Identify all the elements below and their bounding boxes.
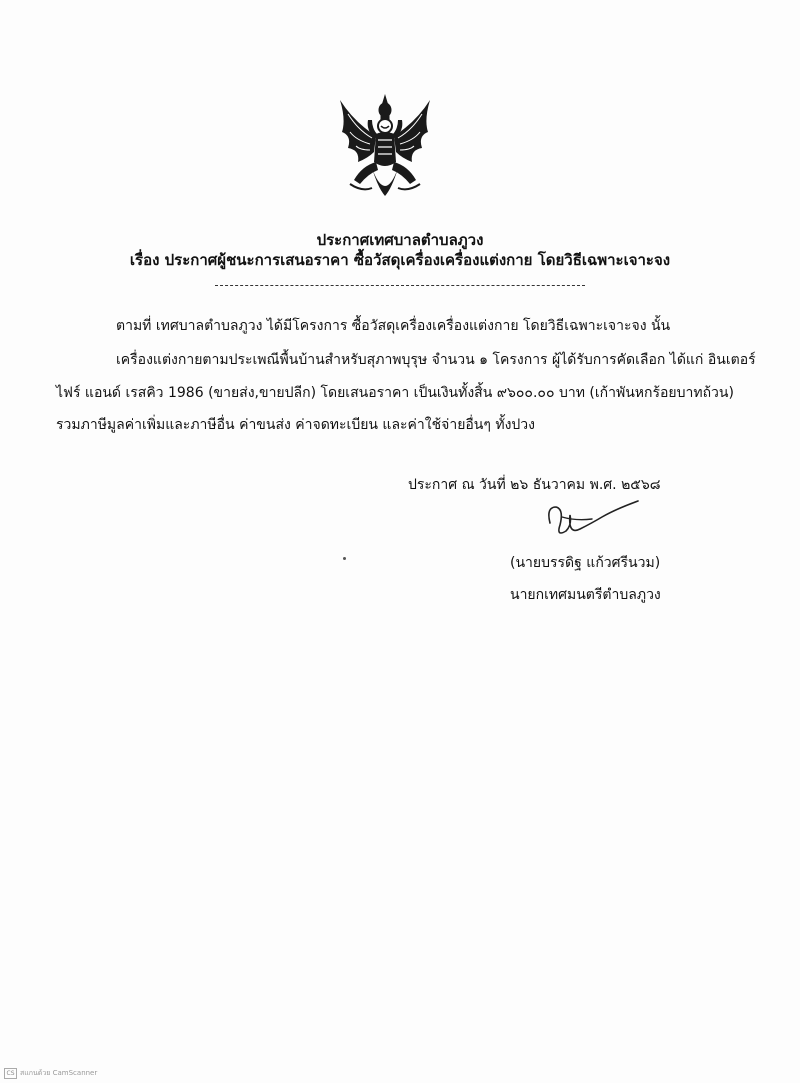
announcement-date: ประกาศ ณ วันที่ ๒๖ ธันวาคม พ.ศ. ๒๕๖๘: [408, 477, 661, 493]
signer-position: นายกเทศมนตรีตำบลภูวง: [510, 587, 661, 603]
separator-line: [215, 285, 585, 286]
announcement-title: ประกาศเทศบาลตำบลภูวง: [316, 231, 484, 249]
garuda-emblem-icon: [332, 92, 438, 204]
watermark-text: สแกนด้วย CamScanner: [20, 1069, 98, 1077]
body-line-1: ตามที่ เทศบาลตำบลภูวง ได้มีโครงการ ซื้อวัสดุเครื่องเครื่องแต่งกาย โดยวิธีเฉพาะเจาะจง นั้น: [116, 318, 671, 334]
body-line-4: รวมภาษีมูลค่าเพิ่มและภาษีอื่น ค่าขนส่ง ค่าจดทะเบียน และค่าใช้จ่ายอื่นๆ ทั้งปวง: [56, 417, 535, 433]
body-line-3: ไฟร์ แอนด์ เรสคิว 1986 (ขายส่ง,ขายปลีก) โดยเสนอราคา เป็นเงินทั้งสิ้น ๙๖๐๐.๐๐ บาท (เก้าพันหกร้อยบาทถ้วน): [56, 385, 734, 401]
camscanner-logo-icon: CS: [4, 1068, 17, 1079]
signer-name: (นายบรรดิฐ แก้วศรีนวม): [510, 555, 661, 571]
stray-dot: [343, 557, 346, 560]
scanner-watermark: [4, 1068, 97, 1079]
announcement-subject: เรื่อง ประกาศผู้ชนะการเสนอราคา ซื้อวัสดุเครื่องเครื่องแต่งกาย โดยวิธีเฉพาะเจาะจง: [129, 251, 671, 269]
body-line-2: เครื่องแต่งกายตามประเพณีพื้นบ้านสำหรับสุภาพบุรุษ จำนวน ๑ โครงการ ผู้ได้รับการคัดเลือก ได้แก่ อินเตอร์: [116, 352, 756, 368]
handwritten-signature: [542, 495, 642, 545]
